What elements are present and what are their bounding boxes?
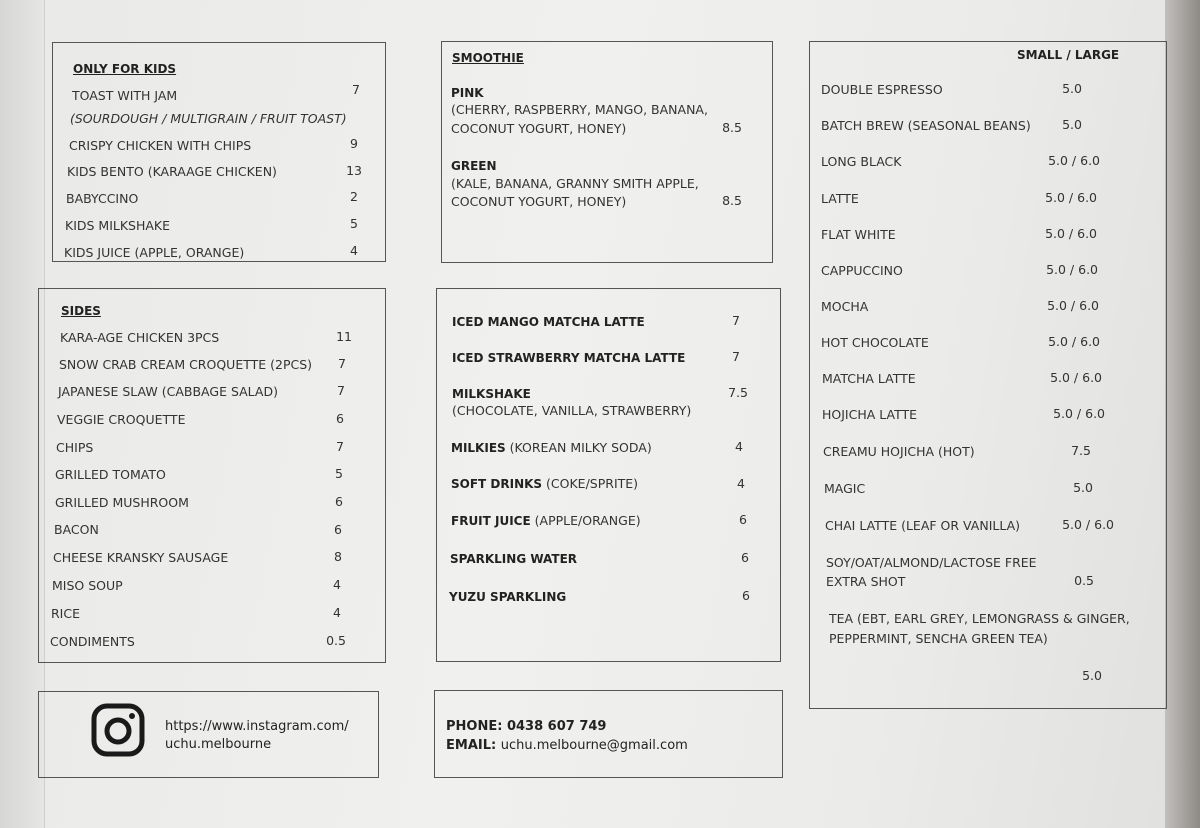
drinks-item-name <box>452 314 645 329</box>
smoothie-item-price: 8.5 <box>722 193 742 208</box>
drinks-item-price: 7 <box>732 313 740 328</box>
drinks-item-bold: MILKIES <box>451 441 506 455</box>
drinks-item-name <box>451 513 641 528</box>
drinks-item-bold: MILKSHAKE <box>452 387 531 401</box>
sides-item-name: RICE <box>51 606 80 621</box>
email-line <box>446 738 688 753</box>
coffee-item-name: CHAI LATTE (LEAF OR VANILLA) <box>825 518 1021 533</box>
kids-item-price: 9 <box>350 136 358 151</box>
tea-line: TEA (EBT, EARL GREY, LEMONGRASS & GINGER, <box>829 611 1130 626</box>
sides-item-price: 4 <box>333 605 341 620</box>
smoothie-item-desc: COCONUT YOGURT, HONEY) <box>451 121 627 136</box>
drinks-item-sub: (CHOCOLATE, VANILLA, STRAWBERRY) <box>452 403 692 418</box>
drinks-item-rest: (KOREAN MILKY SODA) <box>505 440 652 455</box>
size-header: SMALL / LARGE <box>1017 48 1120 62</box>
sides-item-name: GRILLED MUSHROOM <box>55 495 189 510</box>
sides-item-name: VEGGIE CROQUETTE <box>57 412 186 427</box>
kids-item-price: 4 <box>350 243 358 258</box>
sides-item-price: 4 <box>333 577 341 592</box>
sides-title: SIDES <box>61 304 101 318</box>
sides-item-name: SNOW CRAB CREAM CROQUETTE (2PCS) <box>59 357 313 372</box>
coffee-item-price: 5.0 / 6.0 <box>1048 334 1100 349</box>
drinks-item-rest: (COKE/SPRITE) <box>542 476 639 491</box>
drinks-item-name <box>449 589 566 604</box>
contact-section <box>434 690 783 778</box>
coffee-item-name: DOUBLE ESPRESSO <box>821 82 943 97</box>
coffee-item-price: 5.0 <box>1062 117 1082 132</box>
kids-item-name: BABYCCINO <box>66 191 139 206</box>
email-address[interactable]: uchu.melbourne@gmail.com <box>500 738 688 753</box>
sides-item-name: KARA-AGE CHICKEN 3PCS <box>60 330 220 345</box>
coffee-item-price: 7.5 <box>1071 443 1091 458</box>
smoothie-item-desc: (KALE, BANANA, GRANNY SMITH APPLE, <box>451 176 699 191</box>
drinks-item-bold: SPARKLING WATER <box>450 552 578 566</box>
kids-item-price: 5 <box>350 216 358 231</box>
drinks-item-price: 6 <box>739 512 747 527</box>
sides-item-name: BACON <box>54 522 99 537</box>
milk-options: SOY/OAT/ALMOND/LACTOSE FREE <box>826 555 1037 570</box>
smoothie-item-desc: (CHERRY, RASPBERRY, MANGO, BANANA, <box>451 102 708 117</box>
kids-item-name: CRISPY CHICKEN WITH CHIPS <box>69 138 252 153</box>
coffee-item-name: CAPPUCCINO <box>821 263 903 278</box>
sides-item-name: JAPANESE SLAW (CABBAGE SALAD) <box>58 384 278 399</box>
drinks-item-price: 4 <box>737 476 745 491</box>
kids-item-name: (SOURDOUGH / MULTIGRAIN / FRUIT TOAST) <box>70 111 347 126</box>
sides-item-price: 7 <box>336 439 344 454</box>
instagram-handle: uchu.melbourne <box>165 737 272 752</box>
drinks-item-bold: ICED MANGO MATCHA LATTE <box>452 315 645 329</box>
kids-item-name: KIDS JUICE (APPLE, ORANGE) <box>64 245 245 260</box>
phone-line <box>446 719 606 734</box>
tea-line: PEPPERMINT, SENCHA GREEN TEA) <box>829 631 1048 646</box>
drinks-item-bold: FRUIT JUICE <box>451 514 531 528</box>
drinks-item-rest: (APPLE/ORANGE) <box>530 513 641 528</box>
instagram-url: https://www.instagram.com/ <box>165 719 349 734</box>
sides-item-price: 11 <box>336 329 352 344</box>
coffee-item-price: 5.0 / 6.0 <box>1047 298 1099 313</box>
drinks-item-bold: YUZU SPARKLING <box>449 590 567 604</box>
coffee-item-price: 5.0 / 6.0 <box>1045 226 1097 241</box>
drinks-item-price: 6 <box>741 550 749 565</box>
drinks-item-name <box>452 386 531 401</box>
drinks-item-bold: SOFT DRINKS <box>451 477 543 491</box>
sides-item-price: 6 <box>336 411 344 426</box>
kids-item-price: 2 <box>350 189 358 204</box>
drinks-item-name <box>450 551 577 566</box>
drinks-item-price: 7 <box>732 349 740 364</box>
sides-item-name: MISO SOUP <box>52 578 123 593</box>
sides-item-price: 6 <box>334 522 342 537</box>
kids-item-name: KIDS BENTO (KARAAGE CHICKEN) <box>67 164 277 179</box>
coffee-item-name: MAGIC <box>824 481 866 496</box>
drinks-item-name <box>451 476 638 491</box>
coffee-item-name: MOCHA <box>821 299 869 314</box>
extra-shot: EXTRA SHOT <box>826 574 906 589</box>
smoothie-item-name: GREEN <box>451 159 497 173</box>
sides-item-price: 7 <box>338 356 346 371</box>
drinks-item-bold: ICED STRAWBERRY MATCHA LATTE <box>452 351 686 365</box>
drinks-item-price: 6 <box>742 588 750 603</box>
coffee-item-price: 5.0 <box>1073 480 1093 495</box>
coffee-item-name: HOJICHA LATTE <box>822 407 918 422</box>
smoothie-item-desc: COCONUT YOGURT, HONEY) <box>451 194 627 209</box>
email-label: EMAIL: <box>446 738 497 753</box>
coffee-item-name: MATCHA LATTE <box>822 371 916 386</box>
drinks-item-price: 7.5 <box>728 385 748 400</box>
phone-label: PHONE: <box>446 719 503 734</box>
drinks-item-name <box>452 350 685 365</box>
phone-number[interactable]: 0438 607 749 <box>506 719 607 734</box>
kids-item-price: 7 <box>352 82 360 97</box>
coffee-item-price: 5.0 <box>1062 81 1082 96</box>
coffee-item-price: 5.0 / 6.0 <box>1050 370 1102 385</box>
instagram-link[interactable] <box>165 719 349 752</box>
kids-item-price: 13 <box>346 163 362 178</box>
sides-item-price: 8 <box>334 549 342 564</box>
tea-price: 5.0 <box>1082 668 1102 683</box>
drinks-item-name <box>451 440 652 455</box>
smoothie-item-name: PINK <box>451 86 484 100</box>
sides-item-price: 6 <box>335 494 343 509</box>
drinks-section <box>436 288 781 662</box>
coffee-item-name: CREAMU HOJICHA (HOT) <box>823 444 975 459</box>
coffee-item-price: 5.0 / 6.0 <box>1045 190 1097 205</box>
sides-item-name: CHEESE KRANSKY SAUSAGE <box>53 550 229 565</box>
sides-item-name: GRILLED TOMATO <box>55 467 166 482</box>
kids-item-name: TOAST WITH JAM <box>72 88 178 103</box>
coffee-item-name: LATTE <box>821 191 859 206</box>
coffee-item-name: BATCH BREW (SEASONAL BEANS) <box>821 118 1031 133</box>
drinks-item-price: 4 <box>735 439 743 454</box>
sides-item-name: CHIPS <box>56 440 94 455</box>
coffee-item-name: HOT CHOCOLATE <box>821 335 929 350</box>
coffee-item-name: LONG BLACK <box>821 154 902 169</box>
milk-price: 0.5 <box>1074 573 1094 588</box>
smoothie-item-price: 8.5 <box>722 120 742 135</box>
coffee-item-price: 5.0 / 6.0 <box>1048 153 1100 168</box>
kids-title: ONLY FOR KIDS <box>73 62 177 76</box>
page-edge <box>1165 0 1200 828</box>
kids-item-name: KIDS MILKSHAKE <box>65 218 171 233</box>
sides-item-price: 5 <box>335 466 343 481</box>
smoothie-title: SMOOTHIE <box>452 51 524 65</box>
sides-item-price: 0.5 <box>326 633 346 648</box>
coffee-item-price: 5.0 / 6.0 <box>1062 517 1114 532</box>
smoothie-section <box>441 41 773 263</box>
coffee-item-name: FLAT WHITE <box>821 227 896 242</box>
coffee-item-price: 5.0 / 6.0 <box>1046 262 1098 277</box>
instagram-icon <box>91 703 145 757</box>
sides-item-price: 7 <box>337 383 345 398</box>
coffee-item-price: 5.0 / 6.0 <box>1053 406 1105 421</box>
sides-item-name: CONDIMENTS <box>50 634 135 649</box>
